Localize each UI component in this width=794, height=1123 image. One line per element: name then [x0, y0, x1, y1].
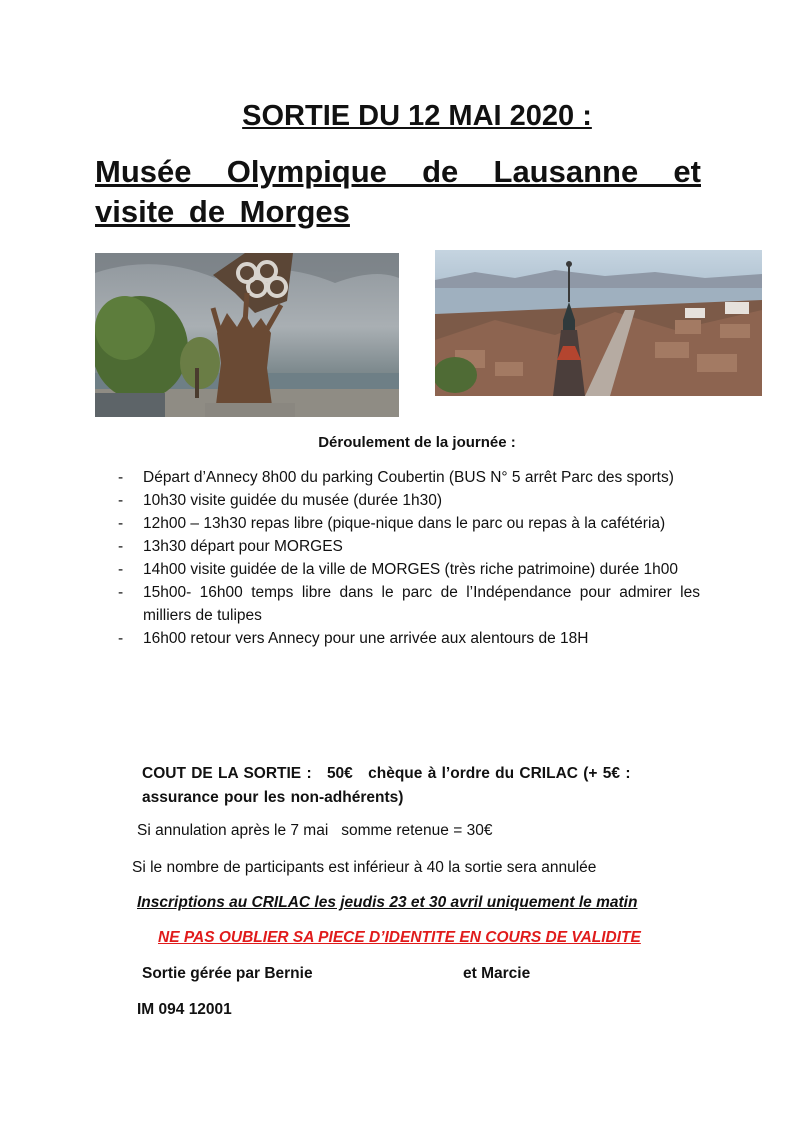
program-list: [118, 466, 700, 650]
program-item: - Départ d’Annecy 8h00 du parking Coubertin (BUS N° 5 arrêt Parc des sports): [118, 466, 700, 489]
minimum-participants-line: Si le nombre de participants est inférieur à 40 la sortie sera annulée: [132, 859, 597, 876]
cancellation-condition: Si annulation après le 7 mai: [137, 822, 329, 839]
program-item: - 10h30 visite guidée du musée (durée 1h30): [118, 489, 700, 512]
program-item: - 16h00 retour vers Annecy pour une arrivée aux alentours de 18H: [118, 627, 700, 650]
registration-notice: Inscriptions au CRILAC les jeudis 23 et 30 avril uniquement le matin: [137, 894, 638, 911]
program-item: - 13h30 départ pour MORGES: [118, 535, 700, 558]
page-subtitle: Musée Olympique de Lausanne et visite de Morges: [95, 154, 701, 229]
cost-paragraph: [142, 762, 702, 810]
cost-label: COUT DE LA SORTIE :: [142, 765, 312, 782]
organizer-second: et Marcie: [463, 965, 531, 982]
license-number: IM 094 12001: [137, 1001, 232, 1018]
program-item: - 14h00 visite guidée de la ville de MORGES (très riche patrimoine) durée 1h00: [118, 558, 700, 581]
morges-aerial-illustration: [435, 250, 762, 396]
id-warning: NE PAS OUBLIER SA PIECE D’IDENTITE EN COURS DE VALIDITE: [158, 929, 641, 946]
program-item: - 12h00 – 13h30 repas libre (pique-nique dans le parc ou repas à la cafétéria): [118, 512, 700, 535]
program-item: - 15h00- 16h00 temps libre dans le parc de l’Indépendance pour admirer les milliers de tulipes: [118, 581, 700, 627]
morges-aerial-photo: [435, 250, 762, 396]
cancellation-line: [137, 822, 492, 840]
program-heading: Déroulement de la journée :: [318, 434, 516, 451]
cost-details: chèque à l’ordre du CRILAC (+ 5€ : assurance pour les non-adhérents): [142, 765, 631, 806]
olympic-sculpture-photo: [95, 253, 399, 417]
olympic-sculpture-illustration: [95, 253, 399, 417]
organizer-first: Sortie gérée par Bernie: [142, 965, 313, 982]
cost-price: 50€: [326, 765, 353, 782]
page-title: SORTIE DU 12 MAI 2020 :: [242, 100, 592, 132]
cancellation-retained: somme retenue = 30€: [341, 822, 493, 839]
